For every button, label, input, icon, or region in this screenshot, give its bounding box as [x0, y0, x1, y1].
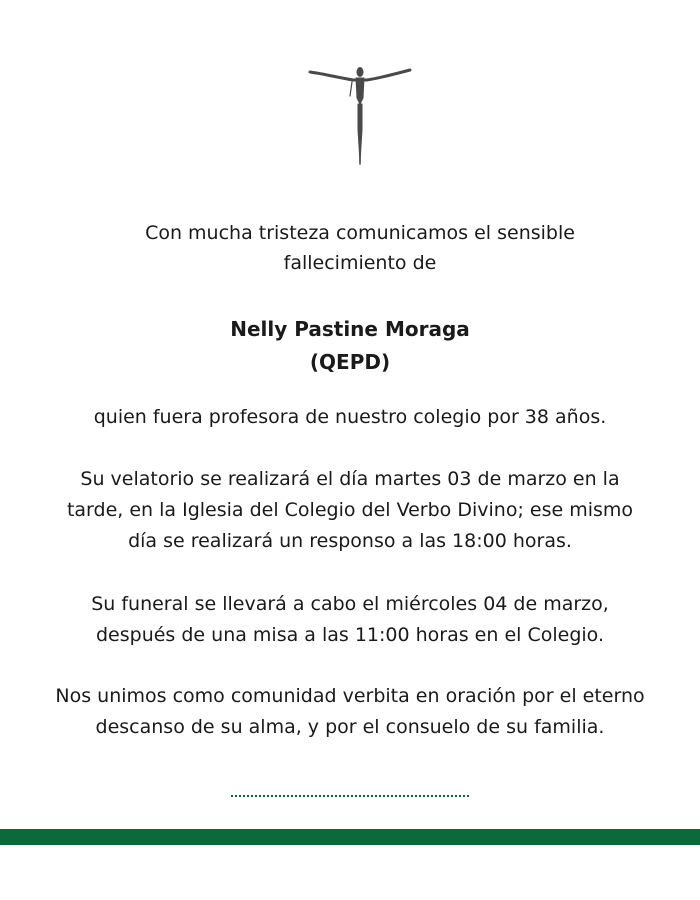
paragraph-role: quien fuera profesora de nuestro colegio por 38 años. [93, 406, 607, 428]
deceased-suffix: (QEPD) [309, 350, 391, 374]
crucifix-icon [305, 60, 415, 170]
paragraph-prayer: Nos unimos como comunidad verbita en oración por el eterno descanso de su alma, y por el consuelo de su familia. [55, 685, 645, 738]
paragraph-wake: Su velatorio se realizará el día martes 03 de marzo en la tarde, en la Iglesia del Colegio del Verbo Divino; ese mismo día se realizará un responso a las 18:00 horas. [66, 468, 634, 552]
footer-green-band [0, 829, 700, 845]
intro-text: Con mucha tristeza comunicamos el sensible fallecimiento de [145, 222, 575, 274]
dotted-divider [231, 795, 469, 797]
deceased-name-block [100, 313, 600, 379]
deceased-name: Nelly Pastine Moraga [230, 317, 470, 341]
paragraph-funeral: Su funeral se llevará a cabo el miércoles 04 de marzo, después de una misa a las 11:00 horas en el Colegio. [91, 593, 609, 646]
